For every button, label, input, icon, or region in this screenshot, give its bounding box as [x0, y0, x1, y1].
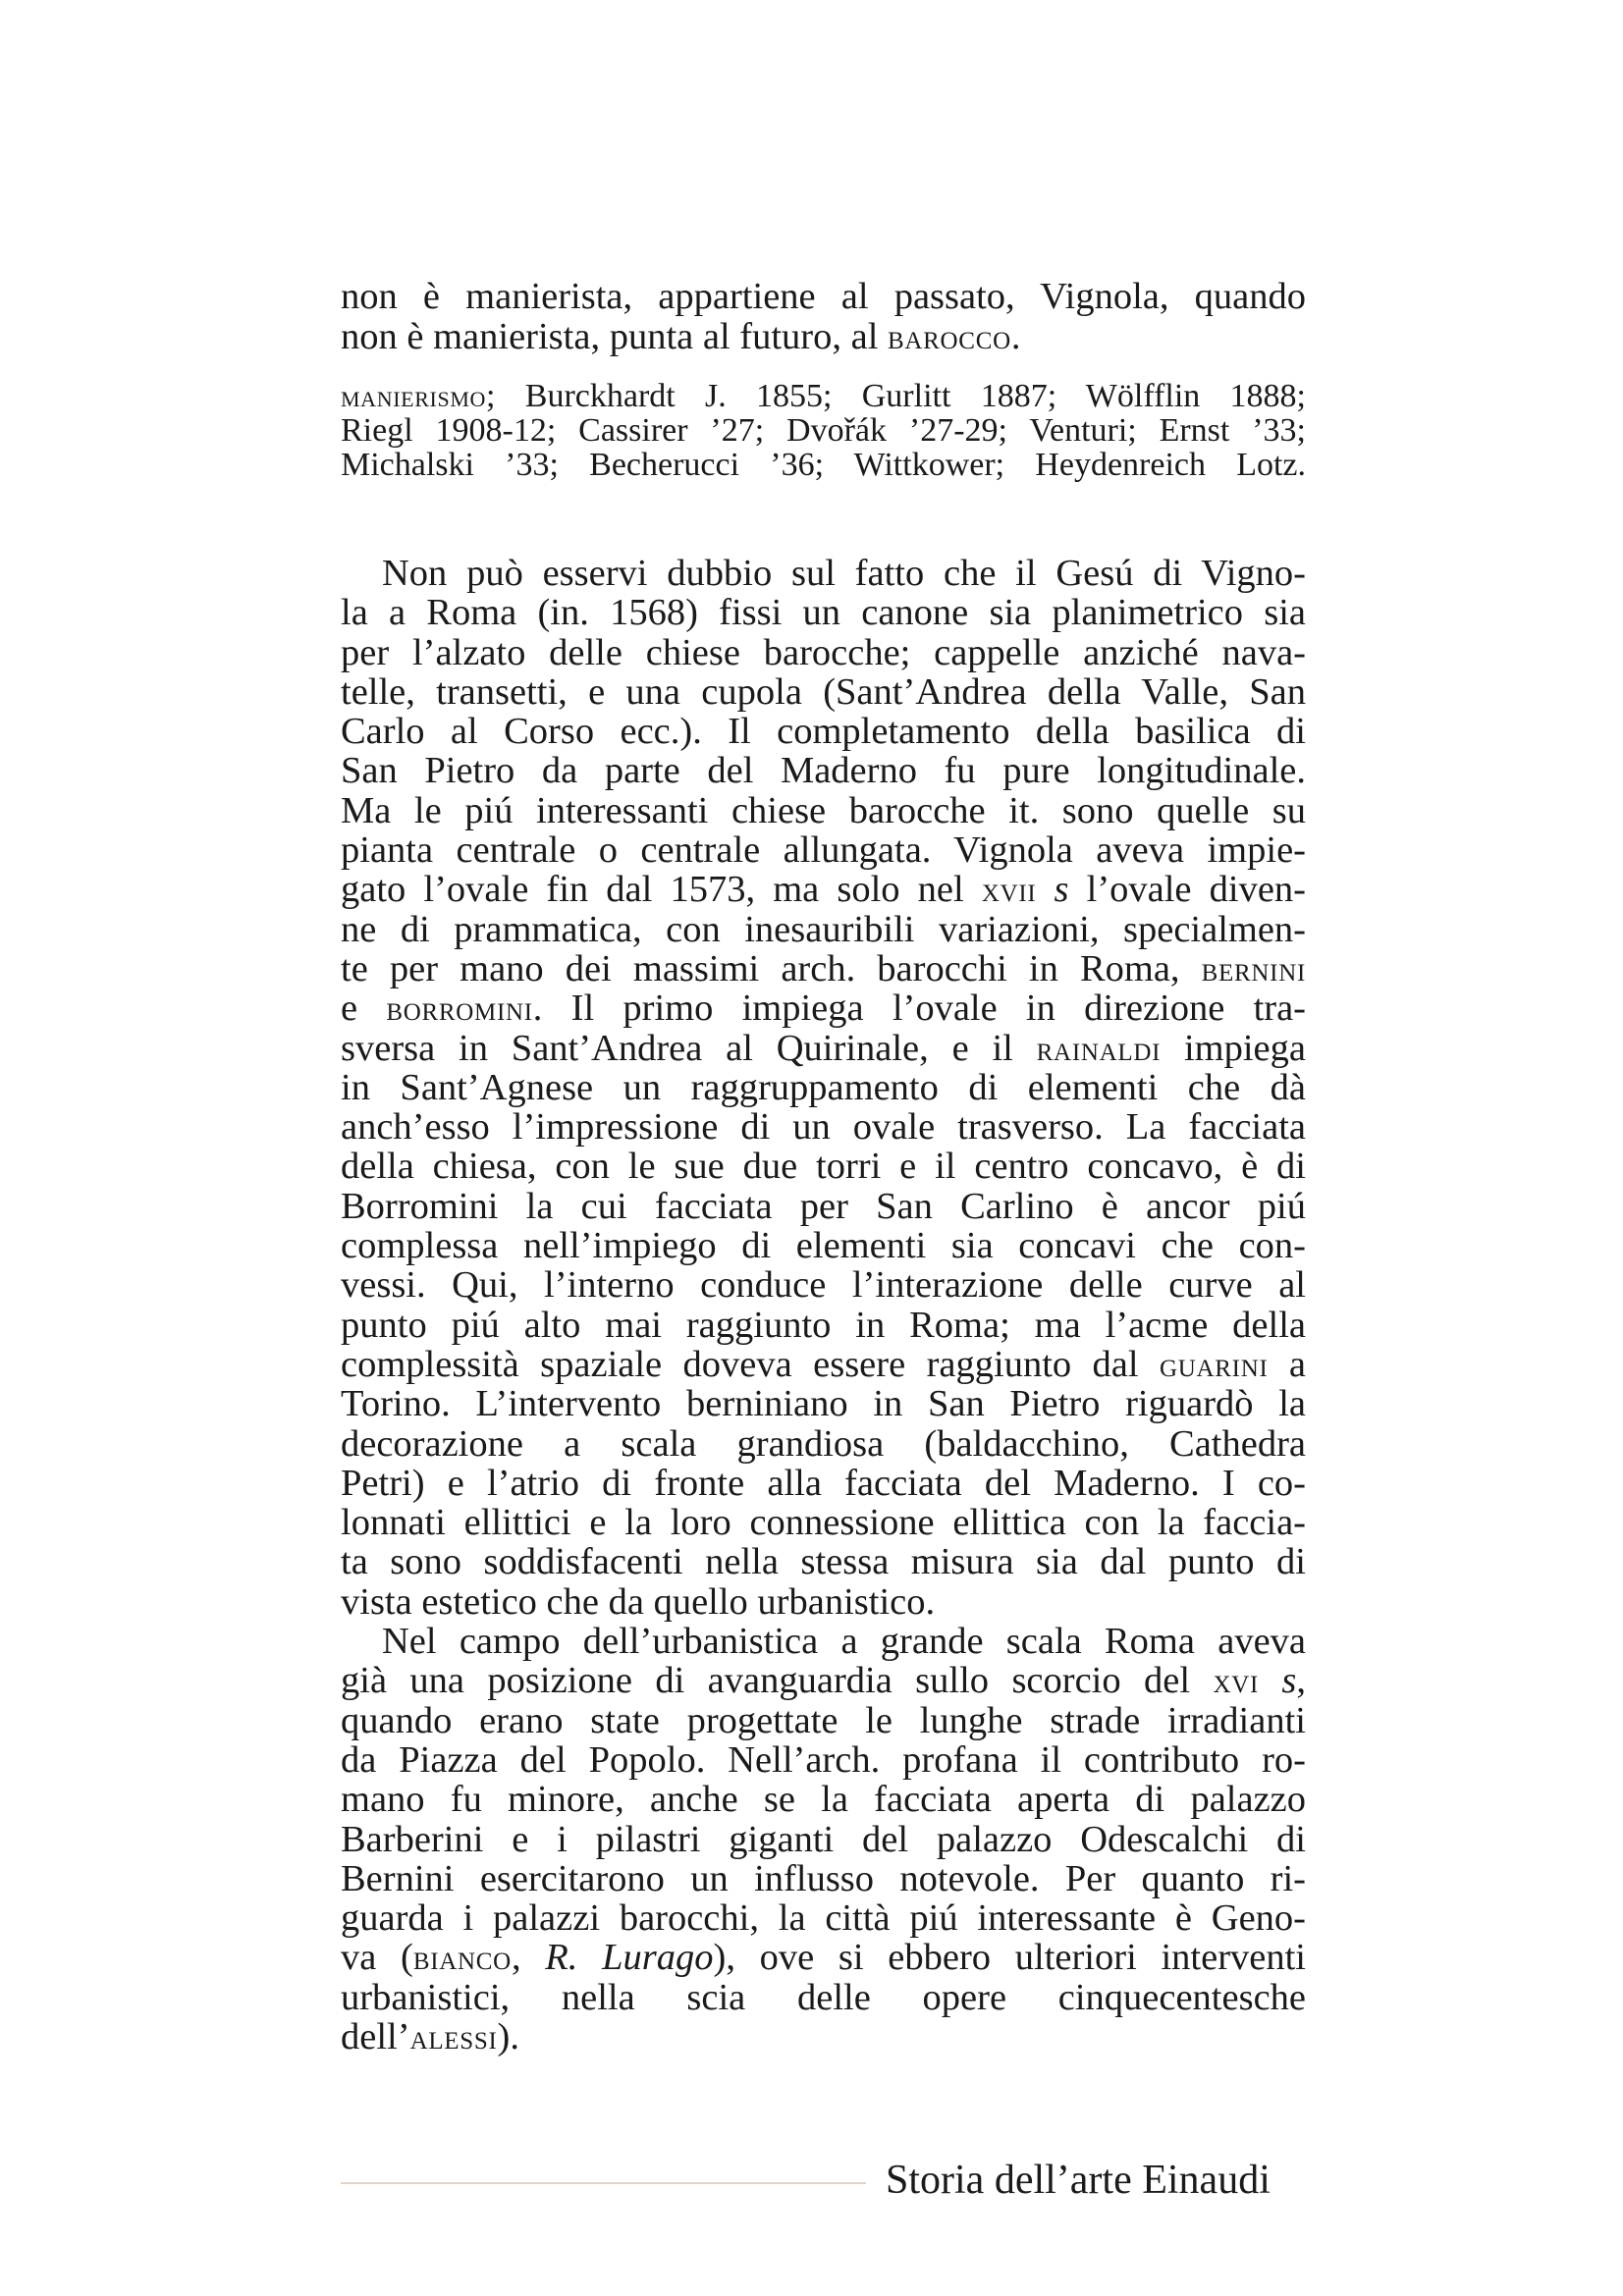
text-line: punto piú alto mai raggiunto in Roma; ma l’acme della	[341, 1304, 1306, 1346]
text-line: ta sono soddisfacenti nella stessa misura sia dal punto di	[341, 1541, 1306, 1583]
cross-reference: barocco	[888, 317, 1011, 356]
text-line: già una posizione di avanguardia sullo scorcio del xvi s,	[341, 1660, 1307, 1702]
cross-reference: alessi	[409, 2016, 498, 2056]
cross-reference: borromini	[386, 988, 533, 1029]
text-line: manierismo; Burckhardt J. 1855; Gurlitt 1887; Wölfflin 1888;	[341, 378, 1306, 414]
text-line: non è manierista, punta al futuro, al barocco.	[341, 316, 1021, 357]
text-line: Bernini esercitarono un influsso notevole. Per quanto ri-	[341, 1857, 1306, 1899]
text-line: San Pietro da parte del Maderno fu pure longitudinale.	[341, 750, 1306, 792]
bibliography	[341, 379, 1306, 482]
text-line: e borromini. Il primo impiega l’ovale in direzione tra-	[341, 988, 1306, 1030]
text-line: gato l’ovale fin dal 1573, ma solo nel xvii s l’ovale diven-	[341, 869, 1306, 911]
text-line: Barberini e i pilastri giganti del palazzo Odescalchi di	[341, 1818, 1306, 1860]
intro-paragraph	[341, 277, 1306, 357]
footer-divider	[341, 2182, 866, 2184]
text-line: vista estetico che da quello urbanistico.	[341, 1580, 936, 1623]
cross-reference: bianco	[412, 1938, 512, 1978]
text-line: pianta centrale o centrale allungata. Vignola aveva impie-	[341, 829, 1306, 872]
cross-reference: manierismo	[341, 379, 487, 413]
text-line: dell’alessi).	[341, 2015, 519, 2057]
text-line: lonnati ellittici e la loro connessione ellittica con la faccia-	[341, 1502, 1306, 1544]
text-line: la a Roma (in. 1568) fissi un canone sia planimetrico sia	[341, 592, 1306, 634]
cross-reference: bernini	[1201, 948, 1306, 988]
text-line: vessi. Qui, l’interno conduce l’interazione delle curve al	[341, 1264, 1306, 1307]
body-text	[341, 554, 1306, 2056]
text-line: guarda i palazzi barocchi, la città piú interessante è Geno-	[341, 1897, 1306, 1940]
text-line: Torino. L’intervento berniniano in San Pietro riguardò la	[341, 1383, 1306, 1425]
text-line: va (bianco, R. Lurago), ove si ebbero ulteriori interventi	[341, 1937, 1306, 1979]
text-line: urbanistici, nella scia delle opere cinquecentesche	[341, 1976, 1306, 2018]
text-line: della chiesa, con le sue due torri e il centro concavo, è di	[341, 1146, 1306, 1188]
text-line: anch’esso l’impressione di un ovale trasverso. La facciata	[341, 1106, 1306, 1148]
text-line: in Sant’Agnese un raggruppamento di elementi che dà	[341, 1066, 1306, 1108]
text-line: quando erano state progettate le lunghe strade irradianti	[341, 1699, 1306, 1741]
footer-publisher: Storia dell’arte Einaudi	[886, 2158, 1271, 2203]
text-line: complessità spaziale doveva essere raggiunto dal guarini a	[341, 1343, 1306, 1385]
text-line: Petri) e l’atrio di fronte alla facciata del Maderno. I co-	[341, 1462, 1306, 1504]
text-line: Ma le piú interessanti chiese barocche it. sono quelle su	[341, 789, 1306, 831]
text-line: Michalski ’33; Becherucci ’36; Wittkower; Heydenreich Lotz.	[341, 447, 1306, 483]
text-line: sversa in Sant’Andrea al Quirinale, e il rainaldi impiega	[341, 1027, 1306, 1069]
text-line: complessa nell’impiego di elementi sia concavi che con-	[341, 1225, 1306, 1267]
text-line: ne di prammatica, con inesauribili variazioni, specialmen-	[341, 908, 1306, 950]
text-line: Carlo al Corso ecc.). Il completamento della basilica di	[341, 711, 1306, 753]
text-line: Non può esservi dubbio sul fatto che il Gesú di Vigno-	[382, 553, 1306, 594]
cross-reference: guarini	[1159, 1344, 1269, 1384]
text-line: mano fu minore, anche se la facciata aperta di palazzo	[341, 1779, 1306, 1821]
text-line: Borromini la cui facciata per San Carlino è ancor piú	[341, 1185, 1306, 1227]
text-line: per l’alzato delle chiese barocche; cappelle anziché nava-	[341, 631, 1306, 673]
text-line: Riegl 1908-12; Cassirer ’27; Dvořák ’27-29; Venturi; Ernst ’33;	[341, 412, 1306, 449]
text-line: da Piazza del Popolo. Nell’arch. profana il contributo ro-	[341, 1738, 1306, 1781]
text-line: telle, transetti, e una cupola (Sant’Andrea della Valle, San	[341, 670, 1306, 713]
text-line: non è manierista, appartiene al passato, Vignola, quando	[341, 276, 1306, 317]
text-line: Nel campo dell’urbanistica a grande scala Roma aveva	[382, 1621, 1306, 1663]
text-line: decorazione a scala grandiosa (baldacchino, Cathedra	[341, 1422, 1306, 1465]
text-line: te per mano dei massimi arch. barocchi in Roma, bernini	[341, 947, 1306, 989]
cross-reference: rainaldi	[1036, 1028, 1162, 1068]
